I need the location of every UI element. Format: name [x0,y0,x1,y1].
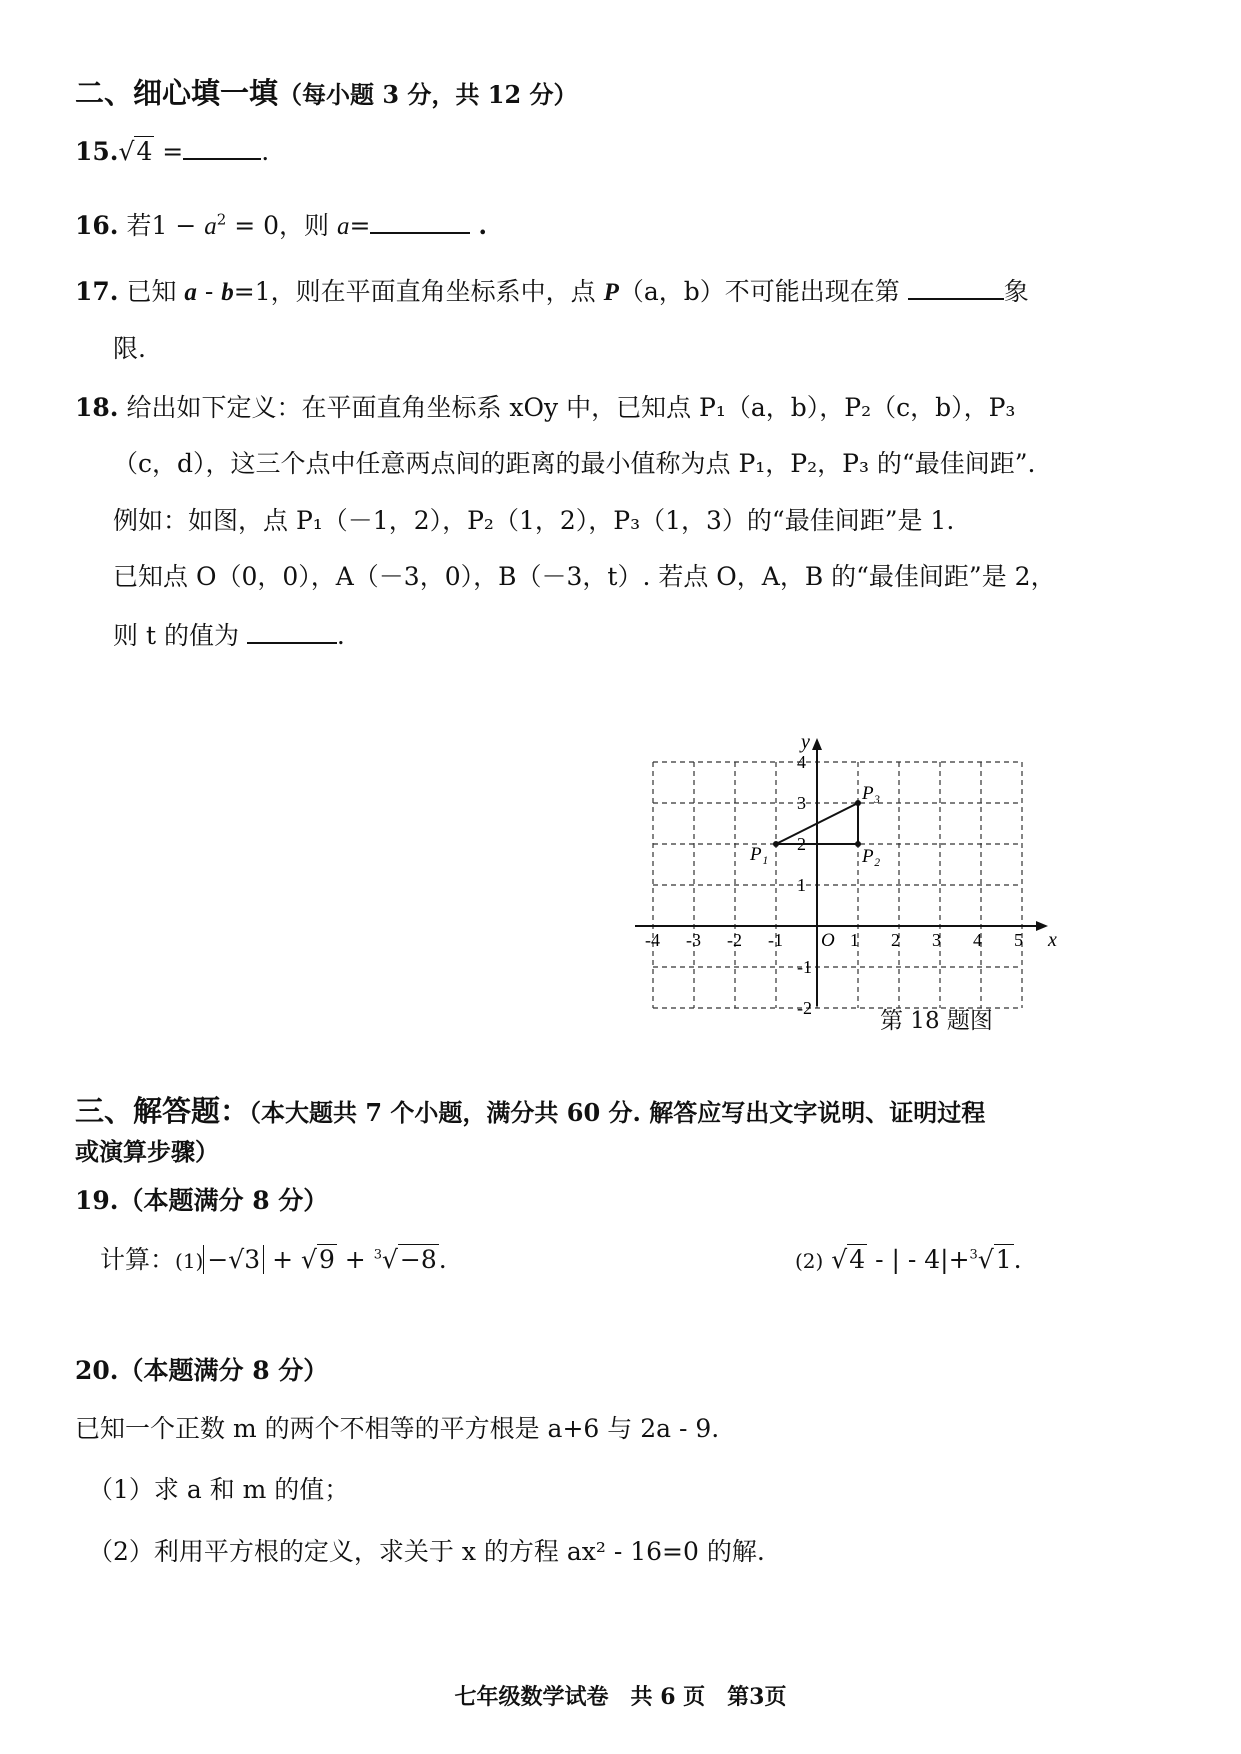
q16-equals: = [349,211,371,240]
q19-p1-plus2: + [336,1245,374,1274]
section3-heading [75,1094,985,1129]
q15-radicand: 4 [136,137,153,166]
q15-number: 15. [75,137,119,166]
point-label: P₃ [862,783,881,804]
q17-text4: 象 [1003,277,1029,306]
x-axis-arrow [1036,921,1048,931]
q19-p1-label: (1) [175,1249,204,1273]
x-tick-label: 5 [1014,930,1023,950]
x-tick-label: -2 [727,930,742,950]
q16-number: 16. [75,211,119,240]
q19-p2-cbrt: 1 [995,1245,1012,1274]
x-tick-label: 2 [891,930,900,950]
x-tick-label: 3 [932,930,941,950]
section3-note2: 或演算步骤） [75,1137,219,1166]
y-tick-label: 3 [797,793,806,813]
q18-line5-text: 则 t 的值为 [113,621,239,650]
sqrt-symbol: √ [977,1245,994,1274]
x-axis-label: x [1048,929,1057,951]
q16-answer-blank[interactable] [370,210,470,234]
q19-part2 [795,1245,1022,1275]
question-17 [75,276,1029,308]
q19-p1-cbrt: −8 [399,1245,437,1274]
q17-minus: - [196,277,222,306]
y-tick-label: 4 [797,752,806,772]
page-footer: 七年级数学试卷 共 6 页 第3页 [454,1684,787,1710]
q17-coords: （a，b） [618,277,725,306]
graph-grid [653,762,1022,1008]
q15-answer-blank[interactable] [183,136,261,160]
q17-text1: 已知 [126,277,185,306]
q19-p2-end: . [1013,1245,1022,1274]
q18-line5 [113,620,345,651]
origin-label: O [821,930,835,951]
point-label: P₂ [862,846,881,867]
q18-line5-end: . [336,621,345,650]
q18-line4: 已知点 O（0，0），A（－3，0），B（－3，t）. 若点 O，A，B 的“最佳间距”是 2， [113,562,1056,591]
point-marker [855,841,861,847]
q17-line2: 限. [113,334,146,363]
y-axis-label: y [801,731,810,753]
x-tick-label: -3 [686,930,701,950]
point-label: P₁ [750,844,769,865]
q17-answer-blank[interactable] [908,276,1004,300]
q20-line1: 已知一个正数 m 的两个不相等的平方根是 a+6 与 2a - 9. [75,1414,720,1443]
y-tick-label: 2 [797,834,806,854]
q18-line2: （c，d），这三个点中任意两点间的距离的最小值称为点 P₁，P₂，P₃ 的“最佳间距”. [113,449,1036,478]
y-tick-label: 1 [797,875,806,895]
question-16 [75,210,487,242]
q19-calc-label: 计算： [100,1245,176,1274]
y-axis-arrow [812,738,822,750]
q16-var: a [204,213,217,240]
q18-coordinate-graph [645,700,1105,1060]
x-tick-label: 4 [973,930,982,950]
section2-note: （每小题 3 分，共 12 分） [278,80,578,109]
q16-end: . [478,211,488,240]
q19-p2-sqrt: 4 [849,1245,866,1274]
point-marker [855,800,861,806]
q17-text3: 不可能出现在第 [724,277,900,306]
q19-p1-end: . [438,1245,447,1274]
section3-note1: （本大题共 7 个小题，满分共 60 分. 解答应写出文字说明、证明过程 [249,1098,986,1127]
q16-expr-b: = 0，则 [226,211,337,240]
x-tick-label: 1 [850,930,859,950]
q18-line1: 给出如下定义：在平面直角坐标系 xOy 中，已知点 P₁（a，b），P₂（c，b），P₃ [126,393,1016,422]
q20-heading: 20.（本题满分 8 分） [75,1356,329,1385]
q19-p2-cbrt-index: 3 [969,1247,978,1263]
section3-title: 三、解答题： [75,1094,250,1128]
q16-expr-a: 1 − [151,211,205,240]
x-tick-label: -1 [768,930,783,950]
q19-p1-abs: −√3 [203,1245,264,1274]
q20-line3: （2）利用平方根的定义，求关于 x 的方程 ax² - 16=0 的解. [88,1537,765,1566]
q16-sup: 2 [216,210,227,229]
q18-answer-blank[interactable] [247,620,337,644]
q17-a: a [184,279,197,306]
q16-pre: 若 [126,211,152,240]
y-tick-label: -1 [797,957,812,977]
q19-p1-sqrt9: 9 [318,1245,335,1274]
graph-axes [635,731,1057,1006]
sqrt-symbol: √ [301,1245,317,1274]
q18-line3: 例如：如图，点 P₁（－1，2），P₂（1，2），P₃（1，3）的“最佳间距”是 1. [113,506,955,535]
q15-equals: = [162,137,184,166]
q17-b: b [221,279,234,306]
question-15 [75,136,269,167]
q19-p2-label: (2) [795,1249,824,1273]
graph-points [749,783,881,867]
q19-p1-plus1: + [264,1245,301,1274]
q19-p2-mid: - | - 4|+ [867,1245,970,1274]
sqrt-symbol: √ [118,137,135,166]
q16-var2: a [336,213,350,240]
q19-heading: 19.（本题满分 8 分） [75,1186,329,1215]
q18-number: 18. [75,393,119,422]
q20-line2: （1）求 a 和 m 的值； [88,1475,350,1504]
sqrt-symbol: √ [831,1245,848,1274]
q17-P: P [603,279,619,306]
section2-heading [75,76,578,111]
q17-text2: =1，则在平面直角坐标系中，点 [233,277,604,306]
q15-end: . [261,137,270,166]
question-18-line1 [75,393,1015,423]
q19-p1-cbrt-index: 3 [373,1247,382,1263]
x-tick-label: -4 [645,930,660,950]
q18-figure-caption: 第 18 题图 [880,1008,993,1034]
q19-part1 [100,1245,447,1275]
y-tick-label: -2 [797,998,812,1018]
q17-number: 17. [75,277,119,306]
sqrt-symbol: √ [381,1245,398,1274]
point-marker [773,841,779,847]
section2-title: 二、细心填一填 [75,76,279,110]
